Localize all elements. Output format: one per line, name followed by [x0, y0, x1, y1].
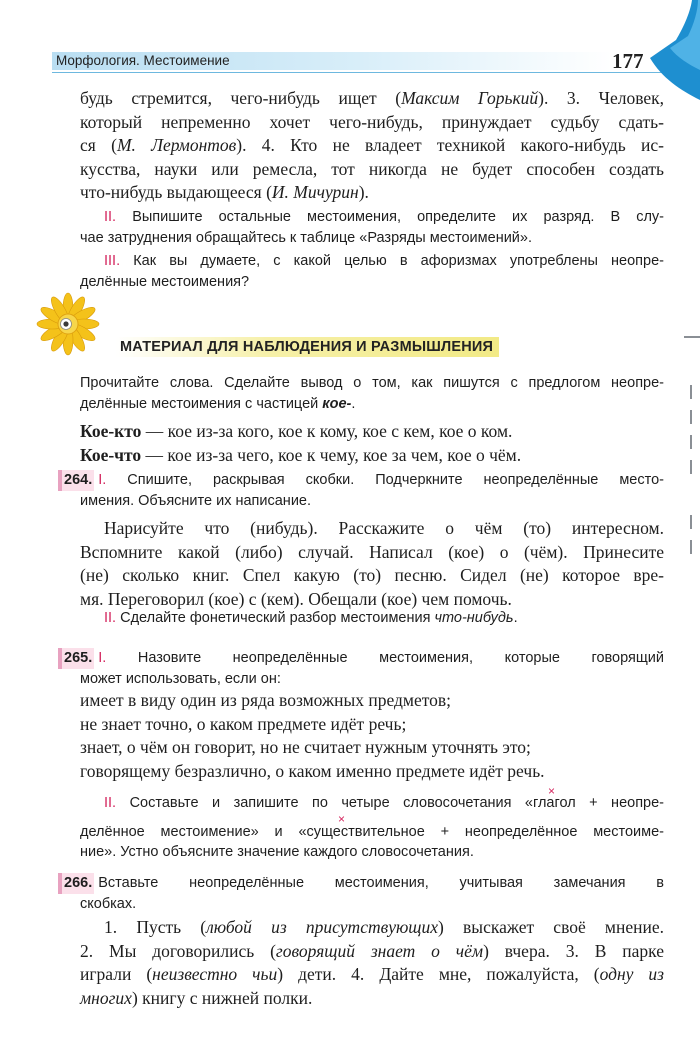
header-rule: [52, 72, 662, 73]
margin-mark: [690, 435, 692, 449]
text-line: 1. Пусть (любой из присутствующих) выскажет своё мнение.: [104, 917, 664, 937]
stress-x-mark: ×: [338, 812, 346, 826]
margin-mark: [684, 336, 700, 338]
text-line: делённые местоимения?: [80, 273, 250, 290]
text-line: III. Как вы думаете, с какой целью в афоризмах употреблены неопре-: [104, 253, 664, 269]
text-line: Прочитайте слова. Сделайте вывод о том, как пишутся с предлогом неопре-: [80, 375, 664, 391]
task-ii: [80, 207, 664, 248]
observation-examples: [80, 420, 664, 467]
page-number: 177: [612, 49, 644, 73]
exercise-265-list: [80, 689, 664, 783]
exercise-266-task: [58, 873, 664, 914]
exercise-264-text: [80, 517, 664, 611]
example-line: Кое-кто — кое из-за кого, кое к кому, кое с кем, кое о ком.: [80, 421, 513, 441]
stress-x-mark: ×: [548, 784, 556, 798]
text-line: ние». Устно объясните значение каждого словосочетания.: [80, 844, 474, 860]
text-line: 265. I. Назовите неопределённые местоимения, которые говорящий: [58, 648, 664, 669]
text-line: ся (М. Лермонтов). 4. Кто не владеет техникой какого-нибудь ис-: [80, 135, 664, 155]
example-line: Кое-что — кое из-за чего, кое к чему, кое за чем, кое о чём.: [80, 444, 522, 465]
exercise-266-text: [80, 916, 664, 1010]
task-number: III.: [104, 253, 121, 269]
exercise-number: 265.: [58, 648, 94, 669]
observation-instruction: [80, 373, 664, 414]
task-iii: [80, 251, 664, 292]
text-line: который непременно хочет чего-нибудь, принуждает судьбу сдать-: [80, 111, 664, 132]
text-line: II. Составьте и запишите по четыре словосочетания «глагол + неопре-: [104, 795, 665, 811]
text-line: мя. Переговорил (кое) с (кем). Обещали (кое) чем помочь.: [80, 588, 512, 609]
text-line: 266. Вставьте неопределённые местоимения, учитывая замечания в: [58, 873, 664, 894]
list-item: не знает точно, о каком предмете идёт речь;: [80, 713, 407, 734]
section-title: МАТЕРИАЛ ДЛЯ НАБЛЮДЕНИЯ И РАЗМЫШЛЕНИЯ: [116, 337, 499, 357]
text-line: чае затруднения обращайтесь к таблице «Разряды местоимений».: [80, 229, 532, 246]
text-line: делённое местоимение» и «существительное + неопределённое местоиме-: [80, 823, 664, 840]
text-line: II. Выпишите остальные местоимения, определите их разряд. В слу-: [104, 209, 664, 225]
text-line: имения. Объясните их написание.: [80, 492, 312, 509]
text-line: Нарисуйте что (нибудь). Расскажите о чём (то) интересном.: [104, 518, 664, 538]
exercise-264-part2: [80, 608, 664, 629]
margin-mark: [690, 410, 692, 424]
margin-mark: [690, 460, 692, 474]
text-line: Вспомните какой (либо) случай. Написал (кое) о (чём). Принесите: [80, 541, 664, 562]
text-line: многих) книгу с нижней полки.: [80, 987, 313, 1008]
text-line: (не) сколько книг. Спел какую (то) песню. Сидел (не) которое вре-: [80, 565, 664, 585]
exercise-number: 264.: [58, 470, 94, 491]
list-item: знает, о чём он говорит, но не считает нужным уточнять это;: [80, 737, 531, 757]
text-line: может использовать, если он:: [80, 670, 281, 687]
running-header-title: Морфология. Местоимение: [56, 53, 230, 68]
margin-mark: [690, 540, 692, 554]
corner-decoration-icon: [640, 0, 700, 100]
text-line: кусства, науки или ремесла, тот никогда не будет способен создать: [80, 158, 664, 179]
exercise-number: 266.: [58, 873, 94, 894]
text-line: 264. I. Спишите, раскрывая скобки. Подчеркните неопределённые место-: [58, 470, 664, 491]
exercise-265-part2: [80, 793, 664, 863]
list-item: имеет в виду один из ряда возможных предметов;: [80, 690, 452, 710]
margin-mark: [690, 385, 692, 399]
text-line: делённые местоимения с частицей кое-.: [80, 395, 356, 412]
text-line: II. Сделайте фонетический разбор местоимения что-нибудь.: [104, 610, 518, 626]
text-line: будь стремится, чего-нибудь ищет (Максим Горький). 3. Человек,: [80, 88, 664, 108]
text-line: что-нибудь выдающееся (И. Мичурин).: [80, 182, 369, 202]
text-line: 2. Мы договорились (говорящий знает о чём) вчера. 3. В парке: [80, 940, 664, 961]
list-item: говорящему безразлично, о каком именно предмете идёт речь.: [80, 760, 545, 781]
exercise-265-task: [58, 648, 664, 689]
task-number: II.: [104, 209, 117, 225]
intro-paragraph: [80, 87, 664, 205]
exercise-264-task: [58, 470, 664, 511]
margin-mark: [690, 515, 692, 529]
text-line: скобках.: [80, 895, 137, 912]
dandelion-flower-icon: [34, 292, 102, 358]
text-line: играли (неизвестно чьи) дети. 4. Дайте мне, пожалуйста, (одну из: [80, 964, 665, 984]
